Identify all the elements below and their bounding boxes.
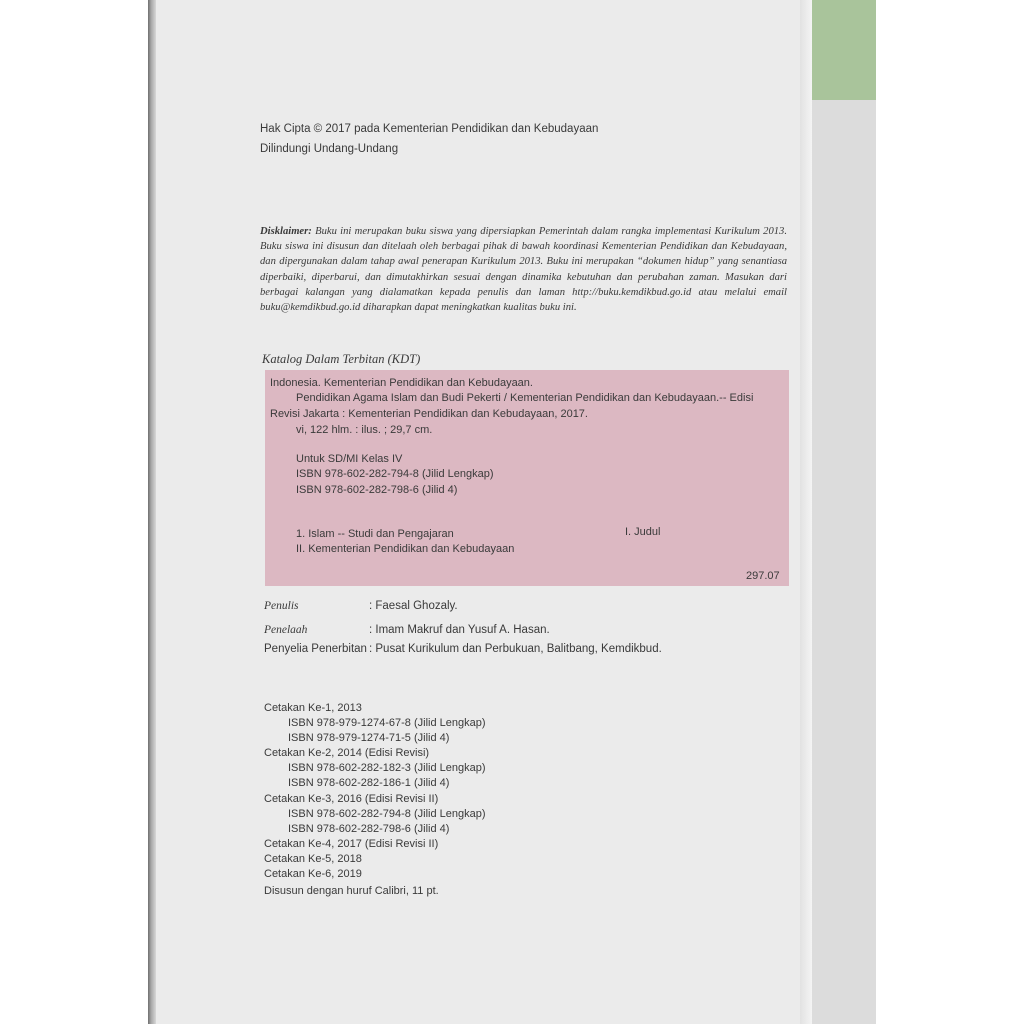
edition-isbn: ISBN 978-602-282-798-6 (Jilid 4): [288, 822, 450, 835]
edition-line: Cetakan Ke-3, 2016 (Edisi Revisi II): [264, 792, 439, 805]
kdt-line: Pendidikan Agama Islam dan Budi Pekerti / Kementerian Pendidikan dan Kebudayaan.-- Edisi: [296, 392, 754, 404]
edition-line: Cetakan Ke-4, 2017 (Edisi Revisi II): [264, 837, 439, 850]
edition-line: Cetakan Ke-1, 2013: [264, 702, 362, 714]
book-spine-edge: [148, 0, 156, 1024]
edition-line: Cetakan Ke-5, 2018: [264, 852, 362, 865]
credit-value: : Pusat Kurikulum dan Perbukuan, Balitbang, Kemdikbud.: [369, 643, 662, 655]
scan-background-left: [0, 0, 150, 1024]
edition-isbn: ISBN 978-602-282-794-8 (Jilid Lengkap): [288, 807, 486, 820]
kdt-isbn: ISBN 978-602-282-794-8 (Jilid Lengkap): [296, 468, 494, 480]
credit-value: : Faesal Ghozaly.: [369, 600, 458, 612]
credit-label: Penelaah: [264, 624, 308, 636]
protection-line: Dilindungi Undang-Undang: [260, 143, 399, 155]
kdt-classification: 297.07: [746, 570, 780, 582]
credit-label: Penyelia Penerbitan: [264, 643, 367, 655]
kdt-line: Indonesia. Kementerian Pendidikan dan Kebudayaan.: [270, 377, 533, 389]
kdt-isbn: ISBN 978-602-282-798-6 (Jilid 4): [296, 484, 458, 496]
font-note: Disusun dengan huruf Calibri, 11 pt.: [264, 885, 439, 898]
back-cover-green-band: [812, 0, 876, 100]
copyright-line: Hak Cipta © 2017 pada Kementerian Pendidikan dan Kebudayaan: [260, 123, 599, 135]
edition-isbn: ISBN 978-602-282-182-3 (Jilid Lengkap): [288, 762, 486, 775]
disclaimer-text: Buku ini merupakan buku siswa yang dipersiapkan Pemerintah dalam rangka implementasi Kurikulum 2013. Buku siswa ini disusun dan ditelaah oleh berbagai pihak di bawah koordinasi Kementerian Pendidikan dan Kebudayaan, dan dipergunakan dalam tahap awal penerapan Kurikulum 2013. Buku ini merupakan “dokumen hidup” yang senantiasa diperbaiki, diperbarui, dan dimutakhirkan sesuai dengan dinamika kebutuhan dan perubahan zaman. Masukan dari berbagai kalangan yang dialamatkan kepada penulis dan laman http://buku.kemdikbud.go.id atau melalui email buku@kemdikbud.go.id diharapkan dapat meningkatkan kualitas buku ini.: [260, 226, 787, 314]
disclaimer-paragraph: [260, 224, 787, 315]
disclaimer-label: Disklaimer:: [260, 226, 312, 237]
edition-isbn: ISBN 978-602-282-186-1 (Jilid 4): [288, 777, 450, 790]
credit-value: : Imam Makruf dan Yusuf A. Hasan.: [369, 624, 550, 636]
kdt-box: [265, 370, 789, 586]
edition-line: Cetakan Ke-2, 2014 (Edisi Revisi): [264, 747, 430, 760]
edition-isbn: ISBN 978-979-1274-71-5 (Jilid 4): [288, 732, 450, 745]
kdt-subject: II. Kementerian Pendidikan dan Kebudayaan: [296, 543, 515, 555]
credit-label: Penulis: [264, 600, 299, 612]
back-cover-edge: [812, 0, 876, 1024]
kdt-line: Untuk SD/MI Kelas IV: [296, 453, 403, 465]
kdt-subject: 1. Islam -- Studi dan Pengajaran: [296, 528, 454, 540]
kdt-title: Katalog Dalam Terbitan (KDT): [262, 352, 421, 366]
copyright-block: [260, 122, 598, 162]
print-history: [264, 701, 486, 899]
edition-line: Cetakan Ke-6, 2019: [264, 868, 362, 881]
scan-background-right: [876, 0, 1024, 1024]
kdt-title-entry: I. Judul: [625, 526, 661, 538]
edition-isbn: ISBN 978-979-1274-67-8 (Jilid Lengkap): [288, 717, 486, 730]
kdt-line: Revisi Jakarta : Kementerian Pendidikan dan Kebudayaan, 2017.: [270, 408, 588, 420]
kdt-line: vi, 122 hlm. : ilus. ; 29,7 cm.: [296, 424, 433, 436]
